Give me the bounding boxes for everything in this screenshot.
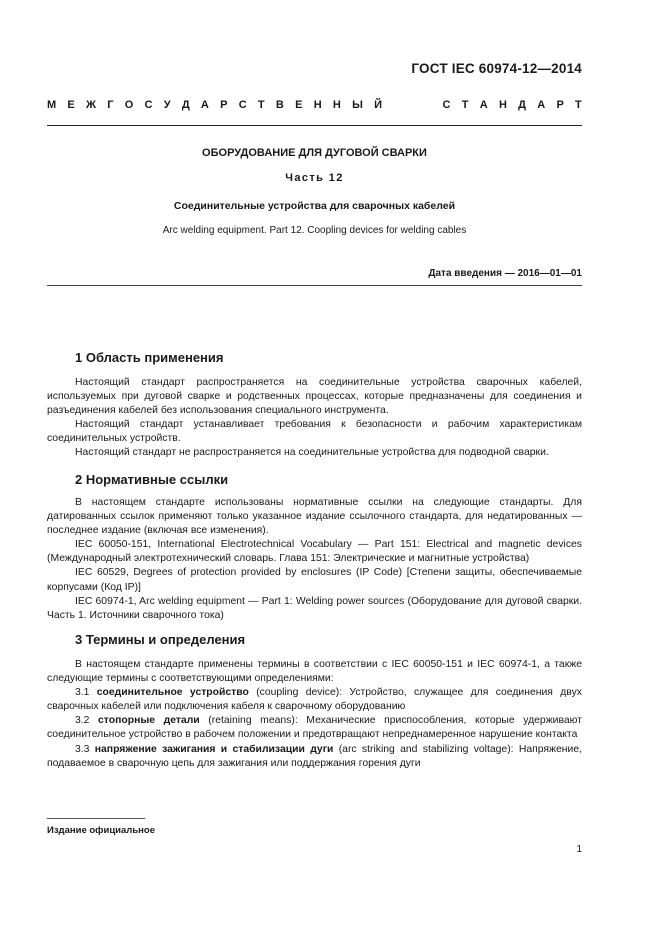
term-name: стопорные детали xyxy=(98,715,200,727)
document-subtitle: Соединительные устройства для сварочных кабелей xyxy=(173,200,456,212)
date-rule xyxy=(47,285,582,286)
reference-item: IEC 60974-1, Arc welding equipment — Part 1: Welding power sources (Оборудование для дуговой сварки. Часть 1. Источники сварочного тока) xyxy=(47,595,582,621)
term-definition xyxy=(47,743,582,771)
paragraph: В настоящем стандарте применены термины в соответствии с IEC 60050-151 и IEC 60974-1, а также следующие термины с соответствующими определениями: xyxy=(47,659,582,685)
header-rule xyxy=(47,125,582,126)
banner-letter: М xyxy=(47,99,57,111)
paragraph: В настоящем стандарте использованы нормативные ссылки на следующие стандарты. Для датированных ссылок применяют только указанное издание ссылочного стандарта, для недатированных — последнее издание (включая все изменения). xyxy=(47,497,582,537)
reference-item: IEC 60529, Degrees of protection provided by enclosures (IP Code) [Степени защиты, обеспечиваемые корпусами (Код IP)] xyxy=(47,567,582,593)
term-definition xyxy=(47,714,582,742)
banner-letter: О xyxy=(124,99,134,111)
section-2-body xyxy=(47,496,582,623)
edition-label: Издание официальное xyxy=(47,825,155,836)
english-title: Arc welding equipment. Part 12. Coopling devices for welding cables xyxy=(162,225,467,236)
banner-letter: Г xyxy=(107,99,114,111)
banner-letter: Н xyxy=(332,99,341,111)
term-number: 3.3 xyxy=(75,743,95,755)
document-title: ОБОРУДОВАНИЕ ДЛЯ ДУГОВОЙ СВАРКИ xyxy=(202,147,427,159)
banner-letter: Т xyxy=(461,99,469,111)
banner-letter: Ы xyxy=(352,99,363,111)
banner-letter: Е xyxy=(67,99,75,111)
paragraph: Настоящий стандарт не распространяется на соединительные устройства для подводной сварки. xyxy=(75,447,549,459)
banner-letter: В xyxy=(275,99,284,111)
banner-letter: Р xyxy=(556,99,564,111)
banner-letter: Н xyxy=(498,99,507,111)
banner-letter: С xyxy=(238,99,247,111)
banner-letter: Н xyxy=(313,99,322,111)
term-text: (coupling device): Устройство, служащее для соединения двух сварочных кабелей или подключения кабеля к сварочному оборудованию xyxy=(47,687,582,713)
section-1-heading: 1 Область применения xyxy=(75,350,224,365)
section-2-heading: 2 Нормативные ссылки xyxy=(75,472,229,487)
term-name: соединительное устройство xyxy=(96,687,249,699)
paragraph: Настоящий стандарт распространяется на соединительные устройства сварочных кабелей, используемых при дуговой сварке и родственных процессах, которые предназначены для соединения и разъединения кабелей без использования специального инструмента. xyxy=(47,377,582,417)
footer-rule xyxy=(47,818,145,819)
document-part: Часть 12 xyxy=(285,172,344,184)
banner-letter: А xyxy=(537,99,546,111)
banner-letter: Т xyxy=(575,99,582,111)
section-3-body xyxy=(47,658,582,771)
banner-letter: С xyxy=(442,99,451,111)
banner-letter: Р xyxy=(220,99,228,111)
banner-letter: Д xyxy=(181,99,190,111)
banner-letter: А xyxy=(200,99,209,111)
section-1-body xyxy=(47,376,582,461)
page-number: 1 xyxy=(576,844,582,855)
effective-date: Дата введения — 2016—01—01 xyxy=(428,268,582,279)
banner-letter: Д xyxy=(518,99,526,111)
paragraph: Настоящий стандарт устанавливает требования к безопасности и рабочим характеристикам соединительных устройств. xyxy=(47,419,582,445)
term-number: 3.2 xyxy=(75,715,99,727)
term-number: 3.1 xyxy=(75,687,97,699)
banner-letter: Т xyxy=(257,99,265,111)
banner-letter: С xyxy=(144,99,153,111)
banner-letter: У xyxy=(163,99,171,111)
term-definition xyxy=(47,686,582,714)
section-3-heading: 3 Термины и определения xyxy=(75,632,246,647)
term-text: (retaining means): Механические приспособления, которые удерживают соединительное устройство в рабочем положении и предотвращают непреднамеренное нарушение контакта xyxy=(47,715,582,741)
term-text: (arc striking and stabilizing voltage): Напряжение, подаваемое в сварочную цепь для зажигания или поддержания горения дуги xyxy=(47,743,582,769)
banner-word-gap xyxy=(393,99,431,111)
banner-letter: Е xyxy=(295,99,303,111)
term-name: напряжение зажигания и стабилизации дуги xyxy=(94,743,334,755)
banner-letter: А xyxy=(479,99,488,111)
reference-item: IEC 60050-151, International Electrotechnical Vocabulary — Part 151: Electrical and magnetic devices (Международный электротехнический словарь. Глава 151: Электрические и магнитные устройства) xyxy=(47,539,582,565)
standard-banner xyxy=(47,99,582,111)
banner-letter: Ж xyxy=(86,99,96,111)
banner-letter: Й xyxy=(374,99,383,111)
document-id: ГОСТ IEC 60974-12—2014 xyxy=(411,61,582,76)
